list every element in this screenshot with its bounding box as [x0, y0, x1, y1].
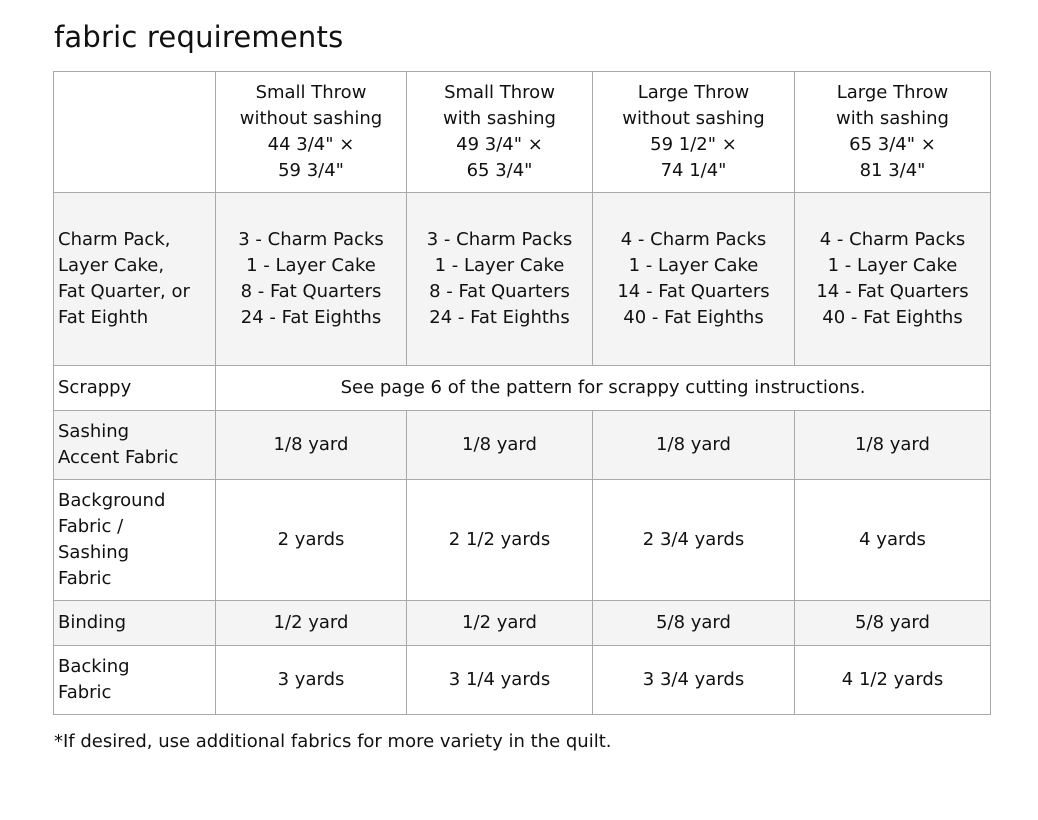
- row-label-line: Fat Quarter, or: [58, 281, 190, 302]
- header-line: Large Throw: [637, 82, 750, 103]
- row-label-charm-pack: [54, 193, 216, 366]
- scrappy-note-cell: See page 6 of the pattern for scrappy cutting instructions.: [216, 366, 991, 411]
- header-line: with sashing: [443, 108, 556, 129]
- header-line: Small Throw: [255, 82, 367, 103]
- table-header-row: [54, 72, 991, 193]
- table-cell: [216, 193, 407, 366]
- table-cell: 1/8 yard: [407, 411, 593, 480]
- table-row-backing: [54, 646, 991, 715]
- table-row-charm-pack: [54, 193, 991, 366]
- cell-line: 24 - Fat Eighths: [240, 307, 382, 328]
- header-line: 59 1/2" ×: [650, 134, 737, 155]
- cell-line: 40 - Fat Eighths: [623, 307, 764, 328]
- cell-line: 3 - Charm Packs: [426, 229, 573, 250]
- cell-line: 8 - Fat Quarters: [429, 281, 570, 302]
- row-label-line: Accent Fabric: [58, 447, 179, 468]
- header-line: 65 3/4": [466, 160, 533, 181]
- table-cell: 4 yards: [795, 480, 991, 601]
- column-header-large-throw-without-sashing: [593, 72, 795, 193]
- table-row-background: [54, 480, 991, 601]
- table-cell: 2 1/2 yards: [407, 480, 593, 601]
- header-line: 44 3/4" ×: [267, 134, 355, 155]
- cell-line: 1 - Layer Cake: [434, 255, 565, 276]
- table-row-scrappy: [54, 366, 991, 411]
- row-label-line: Background: [58, 490, 166, 511]
- header-line: 59 3/4": [278, 160, 344, 181]
- cell-line: 4 - Charm Packs: [620, 229, 767, 250]
- row-label-line: Sashing: [58, 542, 130, 563]
- header-line: Small Throw: [444, 82, 555, 103]
- row-label-line: Charm Pack,: [58, 229, 171, 250]
- table-row-sashing-accent: [54, 411, 991, 480]
- row-label-scrappy: Scrappy: [54, 366, 216, 411]
- cell-line: 8 - Fat Quarters: [240, 281, 382, 302]
- column-header-small-throw-with-sashing: [407, 72, 593, 193]
- footnote: *If desired, use additional fabrics for more variety in the quilt.: [54, 731, 612, 752]
- row-label-sashing-accent: [54, 411, 216, 480]
- table-cell: 5/8 yard: [593, 601, 795, 646]
- row-label-line: Fabric: [58, 568, 112, 589]
- column-header-large-throw-with-sashing: [795, 72, 991, 193]
- row-label-binding: [54, 601, 216, 646]
- header-line: Large Throw: [836, 82, 949, 103]
- row-label-line: Fat Eighth: [58, 307, 149, 328]
- page-title: fabric requirements: [54, 20, 344, 54]
- table-cell: 3 1/4 yards: [407, 646, 593, 715]
- row-label-background: [54, 480, 216, 601]
- table-row-binding: [54, 601, 991, 646]
- header-line: 49 3/4" ×: [456, 134, 543, 155]
- table-cell: 1/2 yard: [216, 601, 407, 646]
- cell-line: 3 - Charm Packs: [238, 229, 384, 250]
- row-label-line: Sashing: [58, 421, 130, 442]
- table-cell: 1/8 yard: [593, 411, 795, 480]
- row-label-line: Backing: [58, 656, 130, 677]
- cell-line: 1 - Layer Cake: [628, 255, 759, 276]
- cell-line: 14 - Fat Quarters: [816, 281, 969, 302]
- table-cell: 3 yards: [216, 646, 407, 715]
- header-line: with sashing: [836, 108, 949, 129]
- row-label-line: Layer Cake,: [58, 255, 165, 276]
- header-line: 65 3/4" ×: [849, 134, 936, 155]
- row-label-line: Fabric /: [58, 516, 124, 537]
- table-cell: [407, 193, 593, 366]
- table-cell: 1/8 yard: [795, 411, 991, 480]
- header-line: without sashing: [239, 108, 383, 129]
- header-line: 74 1/4": [660, 160, 727, 181]
- cell-line: 1 - Layer Cake: [246, 255, 376, 276]
- header-corner-cell: [54, 72, 216, 193]
- cell-line: 4 - Charm Packs: [819, 229, 966, 250]
- table-cell: 3 3/4 yards: [593, 646, 795, 715]
- table-cell: 4 1/2 yards: [795, 646, 991, 715]
- header-line: without sashing: [622, 108, 765, 129]
- table-cell: 2 3/4 yards: [593, 480, 795, 601]
- table-cell: 1/2 yard: [407, 601, 593, 646]
- cell-line: 40 - Fat Eighths: [822, 307, 963, 328]
- table-cell: [593, 193, 795, 366]
- cell-line: 1 - Layer Cake: [827, 255, 958, 276]
- header-line: 81 3/4": [859, 160, 926, 181]
- row-label-backing: [54, 646, 216, 715]
- column-header-small-throw-without-sashing: [216, 72, 407, 193]
- table-cell: 2 yards: [216, 480, 407, 601]
- table-cell: [795, 193, 991, 366]
- row-label-line: Binding: [58, 612, 127, 633]
- table-cell: 5/8 yard: [795, 601, 991, 646]
- cell-line: 14 - Fat Quarters: [617, 281, 770, 302]
- cell-line: 24 - Fat Eighths: [429, 307, 570, 328]
- row-label-line: Fabric: [58, 682, 112, 703]
- table-cell: 1/8 yard: [216, 411, 407, 480]
- fabric-requirements-table: [53, 71, 991, 715]
